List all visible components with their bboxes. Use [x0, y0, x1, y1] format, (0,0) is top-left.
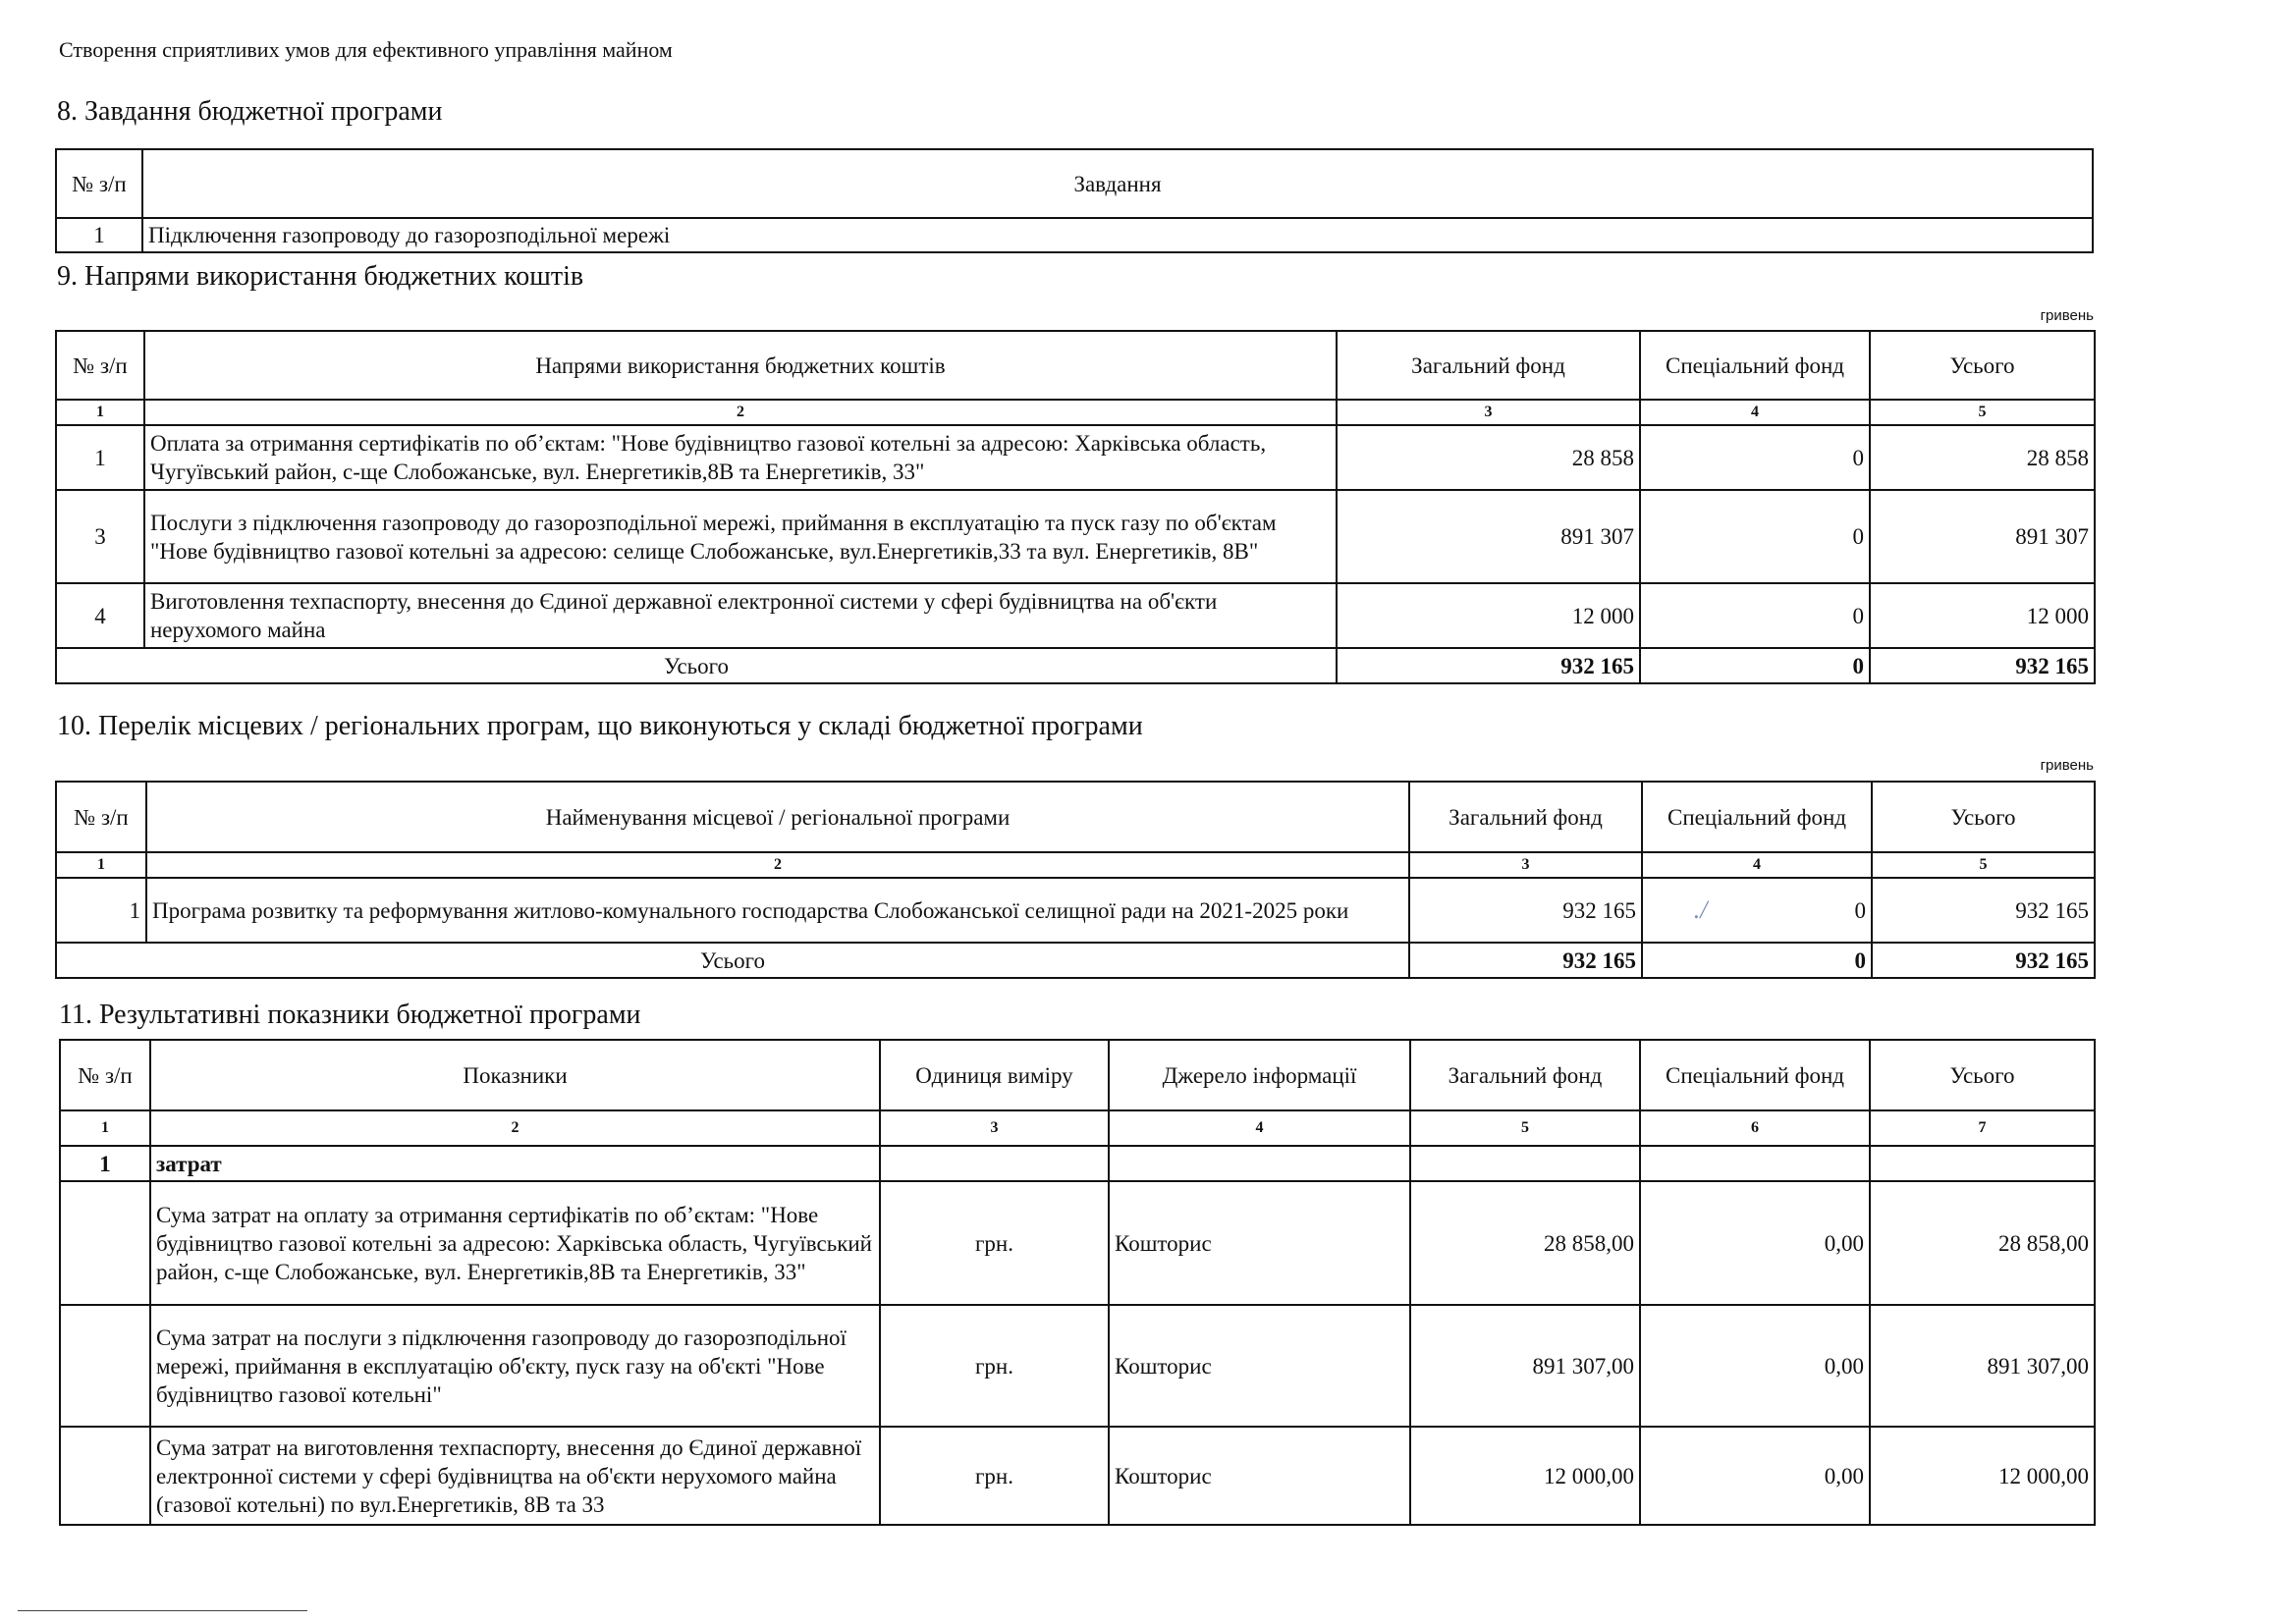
row-source: Кошторис	[1109, 1181, 1410, 1305]
row-direction: Послуги з підключення газопроводу до газорозподільної мережі, приймання в експлуатацію та пуск газу по об'єктам "Нове будівництво газової котельні за адресою: селище Слобожанське, вул.Енергетиків,33 та вул. Енергетиків, 8В"	[144, 490, 1337, 583]
row-source: Кошторис	[1109, 1305, 1410, 1427]
row-total: 932 165	[1872, 878, 2095, 943]
group-no: 1	[60, 1146, 150, 1181]
header-general-fund: Загальний фонд	[1409, 782, 1642, 852]
row-direction: Оплата за отримання сертифікатів по об’єктам: "Нове будівництво газової котельні за адресою: Харківська область, Чугуївський район, с-ще Слобожанське, вул. Енергетиків,8В та Енергетиків, 33"	[144, 425, 1337, 490]
column-number: 2	[150, 1110, 880, 1146]
header-total: Усього	[1872, 782, 2095, 852]
footnote-rule	[18, 1610, 307, 1611]
tasks-table	[55, 148, 2094, 253]
table-header-row	[60, 1040, 2095, 1110]
empty-cell	[1640, 1146, 1870, 1181]
header-no: № з/п	[56, 331, 144, 400]
row-unit: грн.	[880, 1181, 1109, 1305]
column-number: 4	[1109, 1110, 1410, 1146]
total-total: 932 165	[1870, 648, 2095, 683]
currency-unit-label: гривень	[2040, 757, 2094, 774]
column-number: 3	[880, 1110, 1109, 1146]
row-total: 28 858	[1870, 425, 2095, 490]
column-number-row	[56, 400, 2095, 425]
total-total: 932 165	[1872, 943, 2095, 978]
empty-cell	[60, 1305, 150, 1427]
row-general-fund: 891 307,00	[1410, 1305, 1640, 1427]
empty-cell	[880, 1146, 1109, 1181]
total-special-fund: 0	[1640, 648, 1870, 683]
indicator-group-row	[60, 1146, 2095, 1181]
row-general-fund: 28 858,00	[1410, 1181, 1640, 1305]
row-task: Підключення газопроводу до газорозподільної мережі	[142, 218, 2093, 252]
total-label: Усього	[56, 943, 1409, 978]
row-indicator: Сума затрат на послуги з підключення газопроводу до газорозподільної мережі, приймання в експлуатацію об'єкту, пуск газу на об'єкті "Нове будівництво газової котельні"	[150, 1305, 880, 1427]
program-goal-text: Створення сприятливих умов для ефективного управління майном	[59, 37, 673, 62]
table-row	[56, 583, 2095, 648]
row-program-name: Програма розвитку та реформування житлово-комунального господарства Слобожанської селищної ради на 2021-2025 роки	[146, 878, 1409, 943]
row-no: 3	[56, 490, 144, 583]
column-number: 3	[1409, 852, 1642, 878]
header-special-fund: Спеціальний фонд	[1642, 782, 1872, 852]
header-special-fund: Спеціальний фонд	[1640, 1040, 1870, 1110]
section-10-title: 10. Перелік місцевих / регіональних програм, що виконуються у складі бюджетної програми	[57, 711, 1143, 741]
row-general-fund: 891 307	[1337, 490, 1640, 583]
row-special-fund: 0	[1640, 490, 1870, 583]
total-label: Усього	[56, 648, 1337, 683]
row-direction: Виготовлення техпаспорту, внесення до Єдиної державної електронної системи у сфері будівництва на об'єкти нерухомого майна	[144, 583, 1337, 648]
table-row	[60, 1305, 2095, 1427]
empty-cell	[1109, 1146, 1410, 1181]
empty-cell	[60, 1427, 150, 1525]
header-no: № з/п	[56, 782, 146, 852]
column-number: 4	[1640, 400, 1870, 425]
header-general-fund: Загальний фонд	[1410, 1040, 1640, 1110]
row-special-fund: 0,00	[1640, 1181, 1870, 1305]
row-general-fund: 12 000	[1337, 583, 1640, 648]
column-number: 3	[1337, 400, 1640, 425]
row-unit: грн.	[880, 1427, 1109, 1525]
table-row	[56, 878, 2095, 943]
group-name: затрат	[150, 1146, 880, 1181]
header-indicator: Показники	[150, 1040, 880, 1110]
column-number: 1	[56, 852, 146, 878]
section-11-title: 11. Результативні показники бюджетної програми	[59, 1000, 641, 1030]
table-row	[56, 490, 2095, 583]
header-program-name: Найменування місцевої / регіональної програми	[146, 782, 1409, 852]
performance-indicators-table	[59, 1039, 2096, 1526]
empty-cell	[1410, 1146, 1640, 1181]
header-no: № з/п	[60, 1040, 150, 1110]
header-total: Усього	[1870, 1040, 2095, 1110]
table-header-row	[56, 149, 2093, 218]
row-total: 28 858,00	[1870, 1181, 2095, 1305]
row-total: 12 000,00	[1870, 1427, 2095, 1525]
column-number: 7	[1870, 1110, 2095, 1146]
budget-directions-table	[55, 330, 2096, 684]
table-header-row	[56, 782, 2095, 852]
row-general-fund: 12 000,00	[1410, 1427, 1640, 1525]
row-total: 891 307	[1870, 490, 2095, 583]
table-row	[56, 218, 2093, 252]
total-general-fund: 932 165	[1409, 943, 1642, 978]
table-row	[56, 425, 2095, 490]
row-special-fund: 0	[1640, 583, 1870, 648]
column-number-row	[60, 1110, 2095, 1146]
row-no: 1	[56, 425, 144, 490]
row-total: 12 000	[1870, 583, 2095, 648]
column-number: 4	[1642, 852, 1872, 878]
header-total: Усього	[1870, 331, 2095, 400]
row-general-fund: 932 165	[1409, 878, 1642, 943]
header-general-fund: Загальний фонд	[1337, 331, 1640, 400]
table-header-row	[56, 331, 2095, 400]
row-special-fund: 0,00	[1640, 1427, 1870, 1525]
empty-cell	[1870, 1146, 2095, 1181]
total-row	[56, 943, 2095, 978]
header-task: Завдання	[142, 149, 2093, 218]
row-special-fund: 0	[1640, 425, 1870, 490]
header-direction: Напрями використання бюджетних коштів	[144, 331, 1337, 400]
row-unit: грн.	[880, 1305, 1109, 1427]
row-no: 1	[56, 878, 146, 943]
row-indicator: Сума затрат на оплату за отримання сертифікатів по об’єктам: "Нове будівництво газової котельні за адресою: Харківська область, Чугуївський район, с-ще Слобожанське, вул. Енергетиків,8В та Енергетиків, 33"	[150, 1181, 880, 1305]
column-number: 5	[1870, 400, 2095, 425]
row-no: 1	[56, 218, 142, 252]
section-9-title: 9. Напрями використання бюджетних коштів	[57, 261, 584, 292]
row-source: Кошторис	[1109, 1427, 1410, 1525]
row-total: 891 307,00	[1870, 1305, 2095, 1427]
total-general-fund: 932 165	[1337, 648, 1640, 683]
handwritten-check-mark: ./	[1693, 895, 1708, 924]
row-special-fund	[1642, 878, 1872, 943]
total-special-fund: 0	[1642, 943, 1872, 978]
local-programs-table	[55, 781, 2096, 979]
header-unit: Одиниця виміру	[880, 1040, 1109, 1110]
header-source: Джерело інформації	[1109, 1040, 1410, 1110]
table-row	[60, 1181, 2095, 1305]
column-number: 2	[146, 852, 1409, 878]
row-indicator: Сума затрат на виготовлення техпаспорту, внесення до Єдиної державної електронної системи у сфері будівництва на об'єкти нерухомого майна (газової котельні) по вул.Енергетиків, 8В та 33	[150, 1427, 880, 1525]
special-fund-value: 0	[1854, 898, 1866, 923]
currency-unit-label: гривень	[2040, 307, 2094, 324]
header-no: № з/п	[56, 149, 142, 218]
column-number: 5	[1872, 852, 2095, 878]
row-special-fund: 0,00	[1640, 1305, 1870, 1427]
total-row	[56, 648, 2095, 683]
section-8-title: 8. Завдання бюджетної програми	[57, 96, 443, 127]
column-number-row	[56, 852, 2095, 878]
column-number: 5	[1410, 1110, 1640, 1146]
row-general-fund: 28 858	[1337, 425, 1640, 490]
column-number: 1	[56, 400, 144, 425]
column-number: 2	[144, 400, 1337, 425]
column-number: 6	[1640, 1110, 1870, 1146]
column-number: 1	[60, 1110, 150, 1146]
table-row	[60, 1427, 2095, 1525]
row-no: 4	[56, 583, 144, 648]
empty-cell	[60, 1181, 150, 1305]
header-special-fund: Спеціальний фонд	[1640, 331, 1870, 400]
